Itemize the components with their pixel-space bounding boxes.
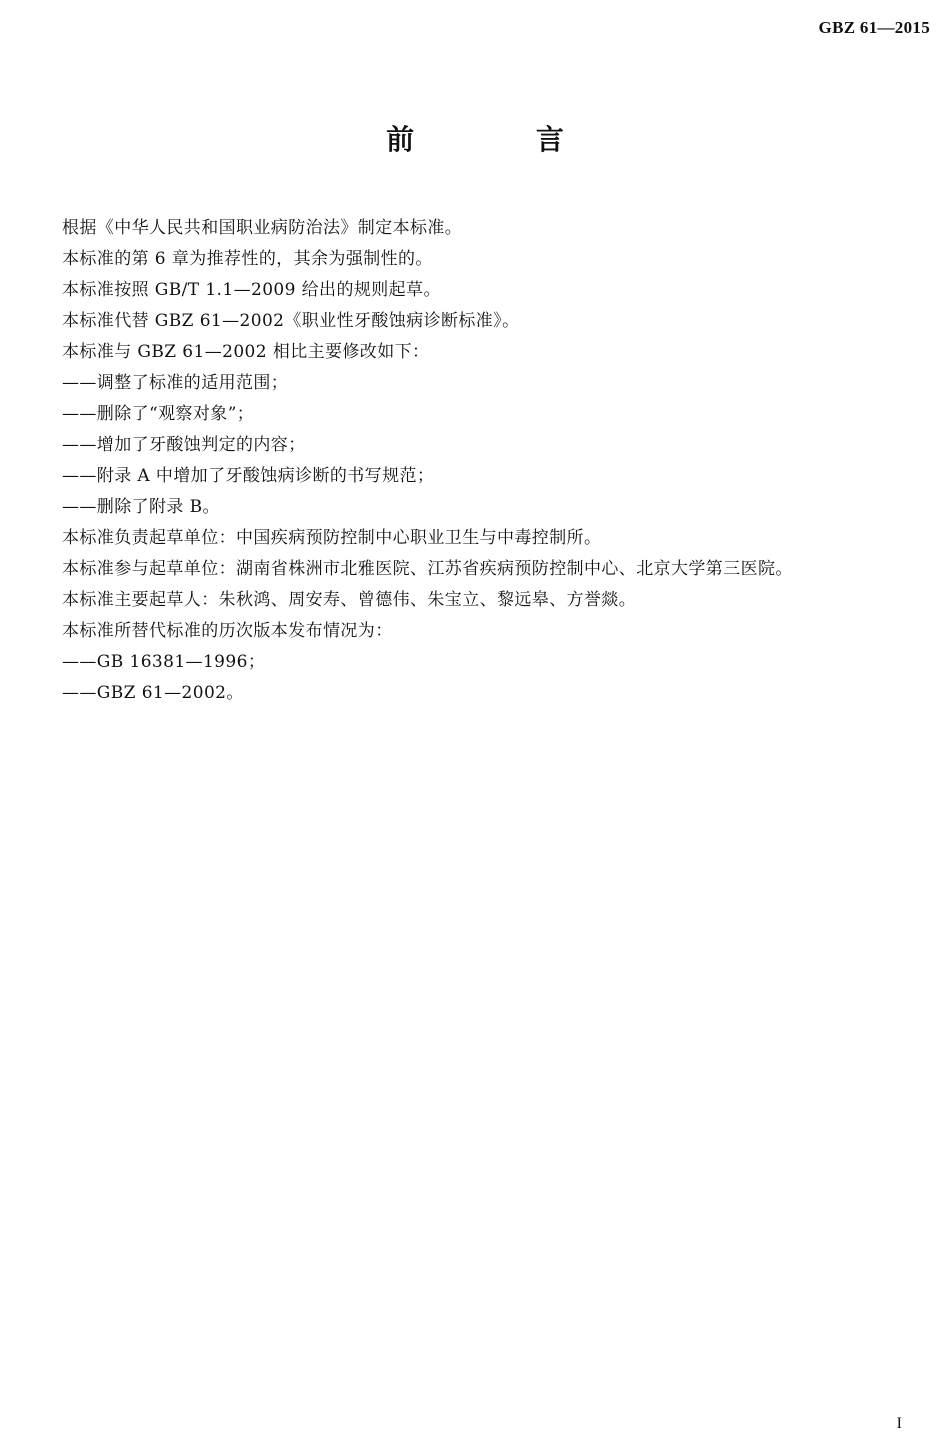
text-line: 本标准所替代标准的历次版本发布情况为： — [62, 621, 393, 641]
text-line: 本标准代替 GBZ 61—2002《职业性牙酸蚀病诊断标准》。 — [62, 311, 520, 331]
list-item: ——调整了标准的适用范围； — [62, 373, 289, 393]
text-line: 本标准的第 6 章为推荐性的，其余为强制性的。 — [62, 249, 433, 269]
list-item: ——删除了“观察对象”； — [62, 404, 255, 424]
page-title: 前 言 — [386, 123, 620, 156]
list-item: ——GBZ 61—2002。 — [62, 683, 244, 703]
list-item: ——增加了牙酸蚀判定的内容； — [62, 435, 306, 455]
foreword-body — [62, 213, 922, 709]
text-line: 本标准主要起草人：朱秋鸿、周安寿、曾德伟、朱宝立、黎远皋、方誉燚。 — [62, 590, 637, 610]
list-item: ——GB 16381—1996； — [62, 652, 266, 672]
text-line: 本标准与 GBZ 61—2002 相比主要修改如下： — [62, 342, 430, 362]
text-line: 本标准按照 GB/T 1.1—2009 给出的规则起草。 — [62, 280, 441, 300]
list-item: ——附录 A 中增加了牙酸蚀病诊断的书写规范； — [62, 466, 435, 486]
text-line: 本标准参与起草单位：湖南省株洲市北雅医院、江苏省疾病预防控制中心、北京大学第三医院。 — [62, 559, 793, 579]
list-item: ——删除了附录 B。 — [62, 497, 220, 517]
text-line: 本标准负责起草单位：中国疾病预防控制中心职业卫生与中毒控制所。 — [62, 528, 602, 548]
page-number: I — [896, 1415, 902, 1432]
text-line: 根据《中华人民共和国职业病防治法》制定本标准。 — [62, 218, 463, 238]
standard-code: GBZ 61—2015 — [818, 18, 930, 37]
